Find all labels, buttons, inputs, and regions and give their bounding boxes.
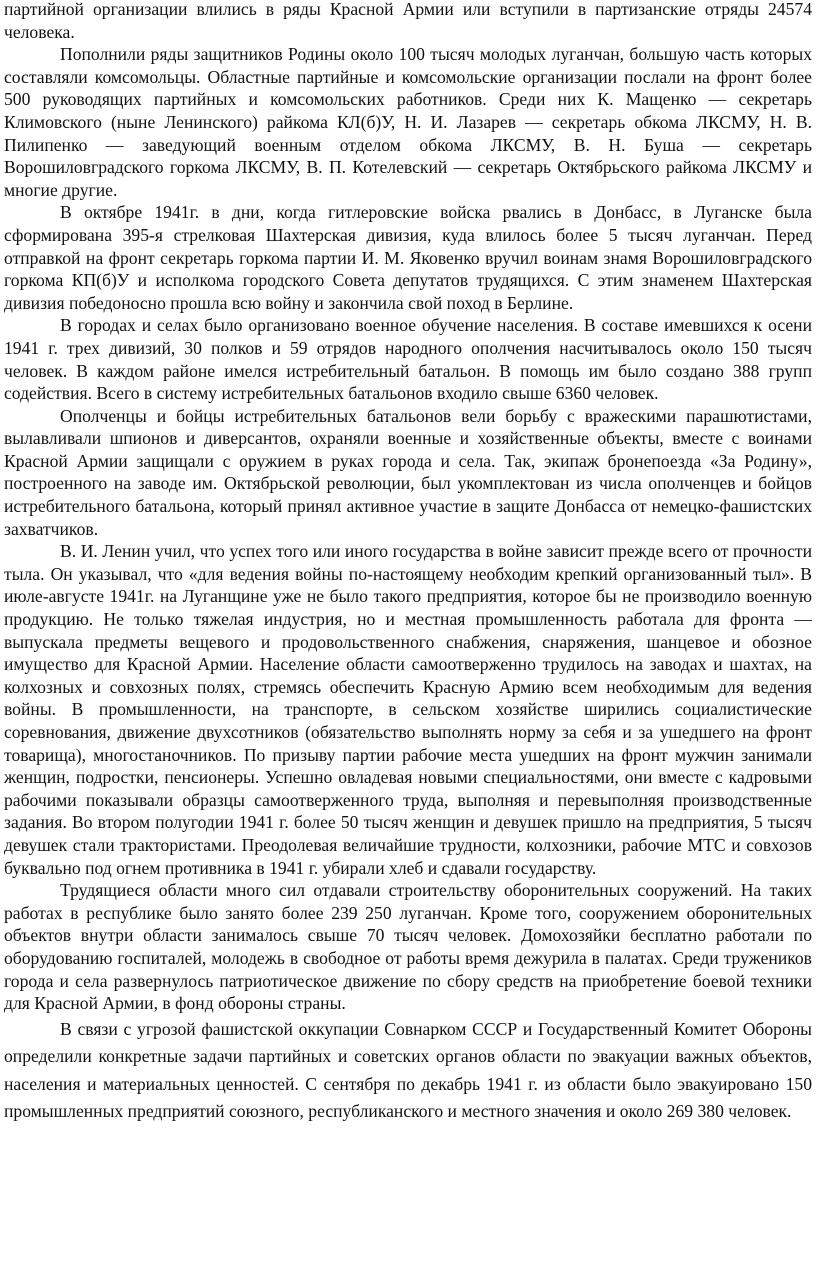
paragraph-miners-division: В октябре 1941г. в дни, когда гитлеровские войска рвались в Донбасс, в Луганске была сформирована 395-я стрелковая Шахтерская дивизия, куда влилось более 5 тысяч луганчан. Перед отправкой на фронт секретарь горкома партии И. М. Яковенко вручил воинам знамя Ворошиловградского горкома КП(б)У и исполкома городского Совета депутатов трудящихся. С этим знаменем Шахтерская дивизия победоносно прошла всю войну и закончила свой поход в Берлине.	[4, 202, 812, 313]
paragraph-militia-fighters: Ополченцы и бойцы истребительных батальонов вели борьбу с вражескими парашютистами, вылавливали шпионов и диверсантов, охраняли военные и хозяйственные объекты, вместе с воинами Красной Армии защищали с оружием в руках города и села. Так, экипаж бронепоезда «За Родину», построенного на заводе им. Октябрьской революции, был укомплектован из числа ополченцев и бойцов истребительного батальона, который принял активное участие в защите Донбасса от немецко-фашистских захватчиков.	[4, 405, 812, 539]
paragraph-defense-construction: Трудящиеся области много сил отдавали строительству оборонительных сооружений. На таких работах в республике было занято более 239 250 луганчан. Кроме того, сооружением оборонительных объектов внутри области занималось свыше 70 тысяч человек. Домохозяйки бесплатно работали по оборудованию госпиталей, молодежь в свободное от работы время дежурила в палатах. Среди тружеников города и села развернулось патриотическое движение по сбору средств на приобретение боевой техники для Красной Армии, в фонд обороны страны.	[4, 880, 812, 1014]
paragraph-evacuation: В связи с угрозой фашистской оккупации Совнарком СССР и Государственный Комитет Обороны определили конкретные задачи партийных и советских органов области по эвакуации важных объектов, населения и материальных ценностей. С сентября по декабрь 1941 г. из области было эвакуировано 150 промышленных предприятий союзного, республиканского и местного значения и около 269 380 человек.	[4, 1018, 812, 1122]
paragraph-continuation: партийной организации влились в ряды Красной Армии или вступили в партизанские отряды 24574 человека.	[4, 0, 812, 42]
paragraph-komsomol-volunteers: Пополнили ряды защитников Родины около 100 тысяч молодых луганчан, большую часть которых составляли комсомольцы. Областные партийные и комсомольские организации послали на фронт более 500 руководящих партийных и комсомольских работников. Среди них К. Мащенко — секретарь Климовского (ныне Ленинского) райкома КЛ(б)У, Н. И. Лазарев — секретарь обкома ЛКСМУ, Н. В. Пилипенко — заведующий военным отделом обкома ЛКСМУ, В. Н. Буша — секретарь Ворошиловградского горкома ЛКСМУ, В. П. Котелевский — секретарь Октябрьского райкома ЛКСМУ и многие другие.	[4, 44, 812, 200]
paragraph-home-front: В. И. Ленин учил, что успех того или иного государства в войне зависит прежде всего от прочности тыла. Он указывал, что «для ведения войны по-настоящему необходим крепкий организованный тыл». В июле-августе 1941г. на Луганщине уже не было такого предприятия, которое бы не производило военную продукцию. Не только тяжелая индустрия, но и местная промышленность работала для фронта — выпускала предметы вещевого и продовольственного снабжения, снаряжения, шанцевое и обозное имущество для Красной Армии. Население области самоотверженно трудилось на заводах и шахтах, на колхозных и совхозных полях, стремясь обеспечить Красную Армию всем необходимым для ведения войны. В промышленности, на транспорте, в сельском хозяйстве ширились социалистические соревнования, движение двухсотников (обязательство выполнять норму за себя и за ушедшего на фронт товарища), многостаночников. По призыву партии рабочие места ушедших на фронт мужчин занимали женщин, подростки, пенсионеры. Успешно овладевая новыми специальностями, они вместе с кадровыми рабочими показывали образцы самоотверженного труда, выполняя и перевыполняя производственные задания. Во втором полугодии 1941 г. более 50 тысяч женщин и девушек пришло на предприятия, 5 тысяч девушек стали трактористами. Преодолевая величайшие трудности, колхозники, рабочие МТС и совхозов буквально под огнем противника в 1941 г. убирали хлеб и сдавали государству.	[4, 541, 812, 878]
paragraph-military-training: В городах и селах было организовано военное обучение населения. В составе имевшихся к осени 1941 г. трех дивизий, 30 полков и 59 отрядов народного ополчения насчитывалось около 150 тысяч человек. В каждом районе имелся истребительный батальон. В помощь им было создано 388 групп содействия. Всего в систему истребительных батальонов входило свыше 6360 человек.	[4, 315, 812, 404]
